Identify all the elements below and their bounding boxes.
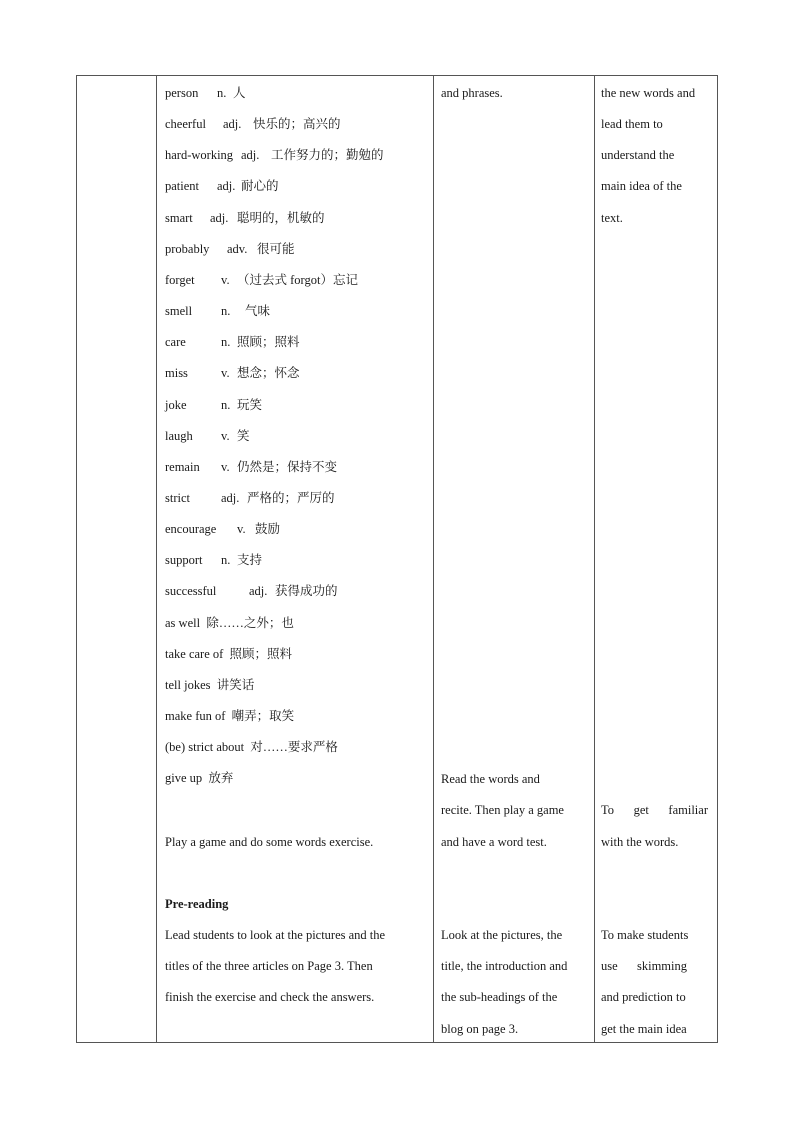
vocab-meaning: 鼓励 <box>255 522 281 537</box>
word: familiar <box>668 803 708 817</box>
vocab-meaning: 想念；怀念 <box>237 366 300 381</box>
vocab-pos: v. <box>221 272 230 287</box>
phrase-meaning: 嘲弄；取笑 <box>231 709 295 723</box>
vocab-word: smart <box>165 210 193 225</box>
pre-reading-text-line: Lead students to look at the pictures and the <box>165 928 386 942</box>
vocab-meaning: 耐心的 <box>241 179 279 194</box>
vocab-meaning: 人 <box>233 86 246 100</box>
vocab-word: patient <box>165 179 200 194</box>
vocab-item <box>165 428 425 444</box>
word: use <box>601 959 618 973</box>
vocab-word: encourage <box>165 522 217 537</box>
student-activity-column <box>434 76 595 1042</box>
student-reading-line: title, the introduction and <box>441 959 568 973</box>
vocab-item <box>165 116 425 132</box>
vocab-word: laugh <box>165 428 193 443</box>
vocab-pos: adj. <box>249 584 268 599</box>
vocab-meaning: 快乐的；高兴的 <box>253 117 341 132</box>
vocab-item <box>165 241 425 257</box>
student-reading-line: the sub-headings of the <box>441 990 558 1004</box>
vocab-item <box>165 397 425 413</box>
purpose-top-line: lead them to <box>601 117 663 131</box>
student-activity-top: and phrases. <box>441 86 503 100</box>
vocab-word: care <box>165 335 186 350</box>
lesson-plan-table <box>76 75 718 1043</box>
vocab-pos: adj. <box>210 210 229 225</box>
vocab-pos: n. <box>217 86 227 100</box>
phrase-item <box>165 770 233 786</box>
vocab-meaning: 气味 <box>245 304 271 319</box>
phrase-meaning: 讲笑话 <box>216 677 255 692</box>
phrase-meaning: 照顾；照料 <box>229 646 293 661</box>
phrase-item <box>165 615 294 631</box>
vocab-meaning: 获得成功的 <box>275 584 338 599</box>
vocab-word: smell <box>165 304 193 319</box>
vocab-pos: n. <box>221 304 231 319</box>
vocab-pos: n. <box>221 553 231 568</box>
vocab-meaning: 照顾；照料 <box>237 335 300 350</box>
vocab-word: joke <box>165 397 187 412</box>
vocab-word: support <box>165 553 203 568</box>
phrase-text: take care of <box>165 646 224 661</box>
vocab-meaning: 仍然是；保持不变 <box>237 459 338 474</box>
purpose-reading-line: and prediction to <box>601 990 686 1004</box>
purpose-top-line: main idea of the <box>601 179 682 193</box>
vocab-pos: v. <box>237 522 246 537</box>
purpose-top-line: understand the <box>601 148 675 162</box>
vocab-word: remain <box>165 459 200 474</box>
purpose-words-line <box>601 802 708 818</box>
phrase-meaning: 对……要求严格 <box>250 740 338 755</box>
phrase-meaning: 放弃 <box>208 771 234 786</box>
pre-reading-heading: Pre-reading <box>165 897 229 911</box>
purpose-reading-line: get the main idea <box>601 1022 687 1036</box>
vocab-word: miss <box>165 366 188 381</box>
vocab-item <box>165 147 425 163</box>
phrase-item <box>165 646 292 662</box>
phrase-text: tell jokes <box>165 677 211 692</box>
phrase-text: make fun of <box>165 709 226 723</box>
vocab-item <box>165 459 425 475</box>
vocab-pos: adj. <box>223 117 242 132</box>
vocab-pos: adj. <box>221 490 240 505</box>
vocab-pos: v. <box>221 459 230 474</box>
pre-reading-text-line: finish the exercise and check the answers. <box>165 990 375 1004</box>
phrase-text: as well <box>165 615 201 630</box>
vocab-pos: adj. <box>217 179 236 194</box>
word: get <box>633 803 649 817</box>
phrase-item <box>165 677 254 693</box>
phrase-text: (be) strict about <box>165 740 245 755</box>
vocab-word: person <box>165 86 199 100</box>
phrase-item <box>165 708 294 724</box>
pre-reading-text-line: titles of the three articles on Page 3. Then <box>165 959 373 973</box>
purpose-top-line: the new words and <box>601 86 696 100</box>
purpose-reading-line: To make students <box>601 928 689 942</box>
game-instruction: Play a game and do some words exercise. <box>165 835 374 849</box>
vocab-item <box>165 552 425 568</box>
vocab-item <box>165 521 425 537</box>
student-words-line: and have a word test. <box>441 835 547 849</box>
phrase-text: give up <box>165 771 203 786</box>
vocab-word: strict <box>165 490 190 505</box>
word: To <box>601 803 615 817</box>
student-reading-line: blog on page 3. <box>441 1022 519 1036</box>
vocab-word: successful <box>165 584 217 599</box>
vocab-meaning: 笑 <box>237 428 250 443</box>
vocab-meaning: 支持 <box>237 553 263 568</box>
student-reading-line: Look at the pictures, the <box>441 928 563 942</box>
vocab-item <box>165 365 425 381</box>
word: skimming <box>636 959 687 973</box>
vocab-item <box>165 210 425 226</box>
vocab-meaning: （过去式 forgot）忘记 <box>237 272 358 287</box>
vocab-meaning: 工作努力的；勤勉的 <box>271 148 384 163</box>
student-words-line: recite. Then play a game <box>441 803 564 817</box>
vocab-word: cheerful <box>165 117 206 132</box>
vocab-pos: n. <box>221 397 231 412</box>
phrase-meaning: 除……之外；也 <box>206 615 294 630</box>
vocab-item <box>165 490 425 506</box>
vocab-pos: v. <box>221 366 230 381</box>
vocab-meaning: 严格的；严厉的 <box>247 490 335 505</box>
purpose-top-line: text. <box>601 211 623 225</box>
teacher-activity-column <box>157 76 434 1042</box>
purpose-words-line: with the words. <box>601 835 679 849</box>
vocab-pos: adj. <box>241 148 260 163</box>
vocab-meaning: 很可能 <box>257 241 295 256</box>
phrase-item <box>165 739 338 755</box>
step-column <box>77 76 157 1042</box>
vocab-word: hard-working <box>165 148 234 163</box>
vocab-item <box>165 178 425 194</box>
purpose-column <box>595 76 719 1042</box>
vocab-meaning: 玩笑 <box>237 397 263 412</box>
vocab-item <box>165 303 425 319</box>
vocab-item <box>165 272 425 288</box>
purpose-reading-line <box>601 958 687 974</box>
vocab-meaning: 聪明的，机敏的 <box>237 210 325 225</box>
vocab-word: forget <box>165 272 195 287</box>
vocab-pos: v. <box>221 428 230 443</box>
student-words-line: Read the words and <box>441 772 540 786</box>
vocab-item <box>165 334 425 350</box>
vocab-pos: n. <box>221 335 231 350</box>
vocab-word: probably <box>165 241 210 256</box>
vocab-pos: adv. <box>227 241 248 256</box>
vocab-item <box>165 583 425 599</box>
vocab-item <box>165 85 425 101</box>
